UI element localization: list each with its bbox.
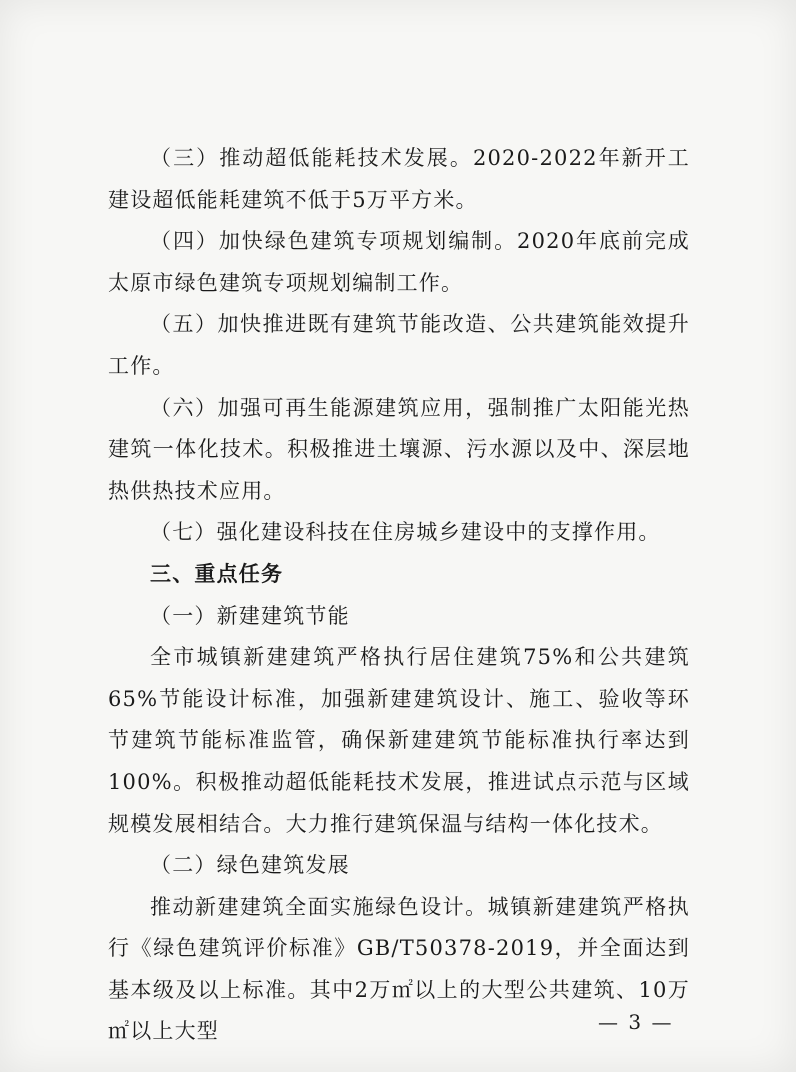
section-heading-key-tasks: 三、重点任务 xyxy=(150,561,284,586)
page-number: — 3 — xyxy=(598,1010,674,1034)
paragraph-item-7: （七）强化建设科技在住房城乡建设中的支撑作用。 xyxy=(150,520,661,545)
paragraph-new-building-energy: 全市城镇新建建筑严格执行居住建筑75%和公共建筑65%节能设计标准，加强新建建筑设计、施工、验收等环节建筑节能标准监管，确保新建建筑节能标准执行率达到100%。积极推动超低能耗技术发展，推进试点示范与区域规模发展相结合。大力推行建筑保温与结构一体化技术。 xyxy=(108,645,690,836)
paragraph-item-4: （四）加快绿色建筑专项规划编制。2020年底前完成太原市绿色建筑专项规划编制工作。 xyxy=(108,229,690,295)
subheading-green-building: （二）绿色建筑发展 xyxy=(150,853,350,878)
subheading-new-building-energy: （一）新建建筑节能 xyxy=(150,603,350,628)
document-body xyxy=(108,138,690,1053)
paragraph-item-6: （六）加强可再生能源建筑应用，强制推广太阳能光热建筑一体化技术。积极推进土壤源、污水源以及中、深层地热供热技术应用。 xyxy=(108,395,690,503)
paragraph-item-5: （五）加快推进既有建筑节能改造、公共建筑能效提升工作。 xyxy=(108,312,690,378)
paragraph-item-3: （三）推动超低能耗技术发展。2020-2022年新开工建设超低能耗建筑不低于5万平方米。 xyxy=(108,146,690,212)
paragraph-green-building: 推动新建建筑全面实施绿色设计。城镇新建建筑严格执行《绿色建筑评价标准》GB/T50378-2019，并全面达到基本级及以上标准。其中2万㎡以上的大型公共建筑、10万㎡以上大型 xyxy=(108,894,690,1044)
